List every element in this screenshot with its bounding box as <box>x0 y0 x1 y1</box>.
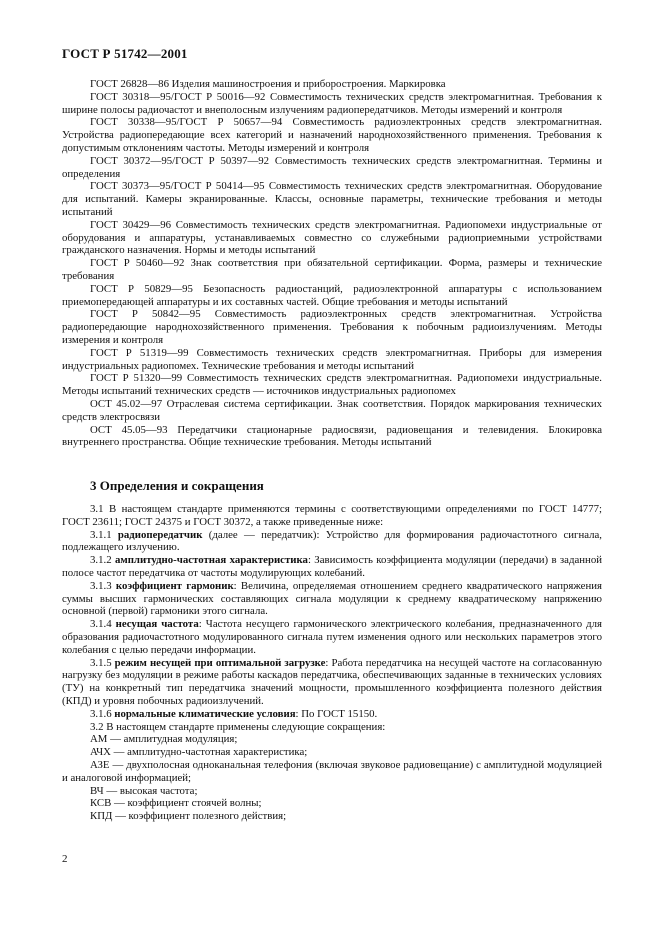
reference-item: ГОСТ 30372—95/ГОСТ Р 50397—92 Совместимость технических средств электромагнитная. Термины и определения <box>62 154 602 180</box>
definition-number: 3.1.6 <box>90 707 115 720</box>
section-heading: 3 Определения и сокращения <box>90 478 264 493</box>
definition-number: 3.1.5 <box>90 656 115 669</box>
definition-number: 3.1.3 <box>90 579 116 592</box>
definition-text: : Частота несущего гармонического электрического колебания, предназначенного для образования радиочастотного модулированного сигнала путем изменения одного или нескольких параметров этого колебания с целью передачи информации. <box>62 618 603 656</box>
definition-term: несущая частота <box>115 618 199 631</box>
reference-item: ГОСТ 30429—96 Совместимость технических средств электромагнитная. Радиопомехи индустриальные от оборудования и аппаратуры, устанавливаемых совместно со служебными радиоприемными устройствами гражданского назначения. Нормы и методы испытаний <box>62 218 602 257</box>
definition-3-1-4 <box>62 618 602 656</box>
abbreviation-item: АМ — амплитудная модуляция; <box>90 733 238 746</box>
definition-term: нормальные климатические условия <box>114 707 296 720</box>
paragraph-3-2: 3.2 В настоящем стандарте применены следующие сокращения: <box>90 720 386 733</box>
definition-term: радиопередатчик <box>117 528 203 541</box>
definition-3-1-5 <box>62 657 602 708</box>
definition-3-1-1 <box>62 529 602 555</box>
definition-number: 3.1.2 <box>90 554 115 567</box>
abbreviation-item: АЗЕ — двухполосная одноканальная телефония (включая звуковое радиовещание) с амплитудной модуляцией и аналоговой информацией; <box>62 758 602 784</box>
references-list <box>62 78 602 449</box>
reference-item: ГОСТ 26828—86 Изделия машиностроения и приборостроения. Маркировка <box>90 78 446 90</box>
definition-term: коэффициент гармоник <box>115 579 234 592</box>
reference-item: ГОСТ Р 51319—99 Совместимость технических средств электромагнитная. Приборы для измерения индустриальных радиопомех. Технические требования и методы испытаний <box>62 346 602 372</box>
paragraph-3-1: 3.1 В настоящем стандарте применяются термины с соответствующими определениями по ГОСТ 14777; ГОСТ 23611; ГОСТ 24375 и ГОСТ 30372, а также приведенные ниже: <box>62 503 602 528</box>
reference-item: ГОСТ 30338—95/ГОСТ Р 50657—94 Совместимость радиоэлектронных средств электромагнитная. Устройства радиопередающие всех категорий и назначений народнохозяйственного применения. Требования к допустимым отклонениям частоты. Методы измерений и контроля <box>62 116 602 154</box>
definition-3-1-2 <box>62 554 602 580</box>
definition-text: : Зависимость коэффициента модуляции (передачи) в заданной полосе частот передатчика от частоты модулирующих колебаний. <box>62 554 602 579</box>
reference-item: ГОСТ Р 50829—95 Безопасность радиостанций, радиоэлектронной аппаратуры с использованием приемопередающей аппаратуры и их составных частей. Общие требования и методы испытаний <box>62 282 602 308</box>
definition-number: 3.1.1 <box>90 528 118 541</box>
definition-term: амплитудно-частотная характеристика <box>114 554 308 567</box>
section-body <box>62 503 602 823</box>
reference-item: ГОСТ Р 51320—99 Совместимость технических средств электромагнитная. Радиопомехи индустриальные. Методы испытаний технических средств — источников индустриальных радиопомех <box>62 372 602 398</box>
reference-item: ОСТ 45.02—97 Отраслевая система сертификации. Знак соответствия. Порядок маркирования технических средств электросвязи <box>62 397 602 423</box>
abbreviation-item: КПД — коэффициент полезного действия; <box>90 810 287 823</box>
definition-text: : Работа передатчика на несущей частоте на согласованную нагрузку без модуляции в режиме работы каскадов передатчика, обеспечивающих заданные в технических условиях (ТУ) на конкретный тип передатчика значений мощности, промышленного коэффициента полезного действия (КПД) и уровня побочных радиоизлучений. <box>62 656 602 707</box>
definition-text: (далее — передатчик): Устройство для формирования радиочастотного сигнала, подлежащего излучению. <box>62 528 602 554</box>
definition-number: 3.1.4 <box>90 618 116 631</box>
page-number: 2 <box>62 853 68 865</box>
reference-item: ГОСТ 30373—95/ГОСТ Р 50414—95 Совместимость технических средств электромагнитная. Оборудование для испытаний. Камеры экранированные. Классы, основные параметры, технические требования и методы испытаний <box>62 180 602 218</box>
definition-3-1-3 <box>62 580 602 618</box>
reference-item: ГОСТ Р 50460—92 Знак соответствия при обязательной сертификации. Форма, размеры и технические требования <box>62 257 602 282</box>
definition-text: : По ГОСТ 15150. <box>295 707 378 720</box>
abbreviation-item: КСВ — коэффициент стоячей волны; <box>90 797 262 810</box>
definition-text: : Величина, определяемая отношением среднего квадратического напряжения суммы высших гармонических составляющих сигнала модуляции к среднему квадратическому напряжению основной (первой) гармоники этого сигнала. <box>62 579 602 618</box>
reference-item: ОСТ 45.05—93 Передатчики стационарные радиосвязи, радиовещания и телевидения. Блокировка внутреннего пространства. Общие технические требования. Методы испытаний <box>62 423 602 449</box>
reference-item: ГОСТ Р 50842—95 Совместимость радиоэлектронных средств электромагнитная. Устройства радиопередающие народнохозяйственного применения. Требования к побочным радиоизлучениям. Методы измерения и контроля <box>62 308 602 346</box>
reference-item: ГОСТ 30318—95/ГОСТ Р 50016—92 Совместимость технических средств электромагнитная. Требования к ширине полосы радиочастот и внеполосным излучениям радиопередатчиков. Методы измерений и контроля <box>62 90 602 116</box>
abbreviation-item: ВЧ — высокая частота; <box>90 784 198 797</box>
document-header: ГОСТ Р 51742—2001 <box>62 46 188 61</box>
abbreviation-item: АЧХ — амплитудно-частотная характеристика; <box>90 746 308 759</box>
definition-3-1-6 <box>62 708 602 721</box>
definition-term: режим несущей при оптимальной загрузке <box>114 656 326 669</box>
